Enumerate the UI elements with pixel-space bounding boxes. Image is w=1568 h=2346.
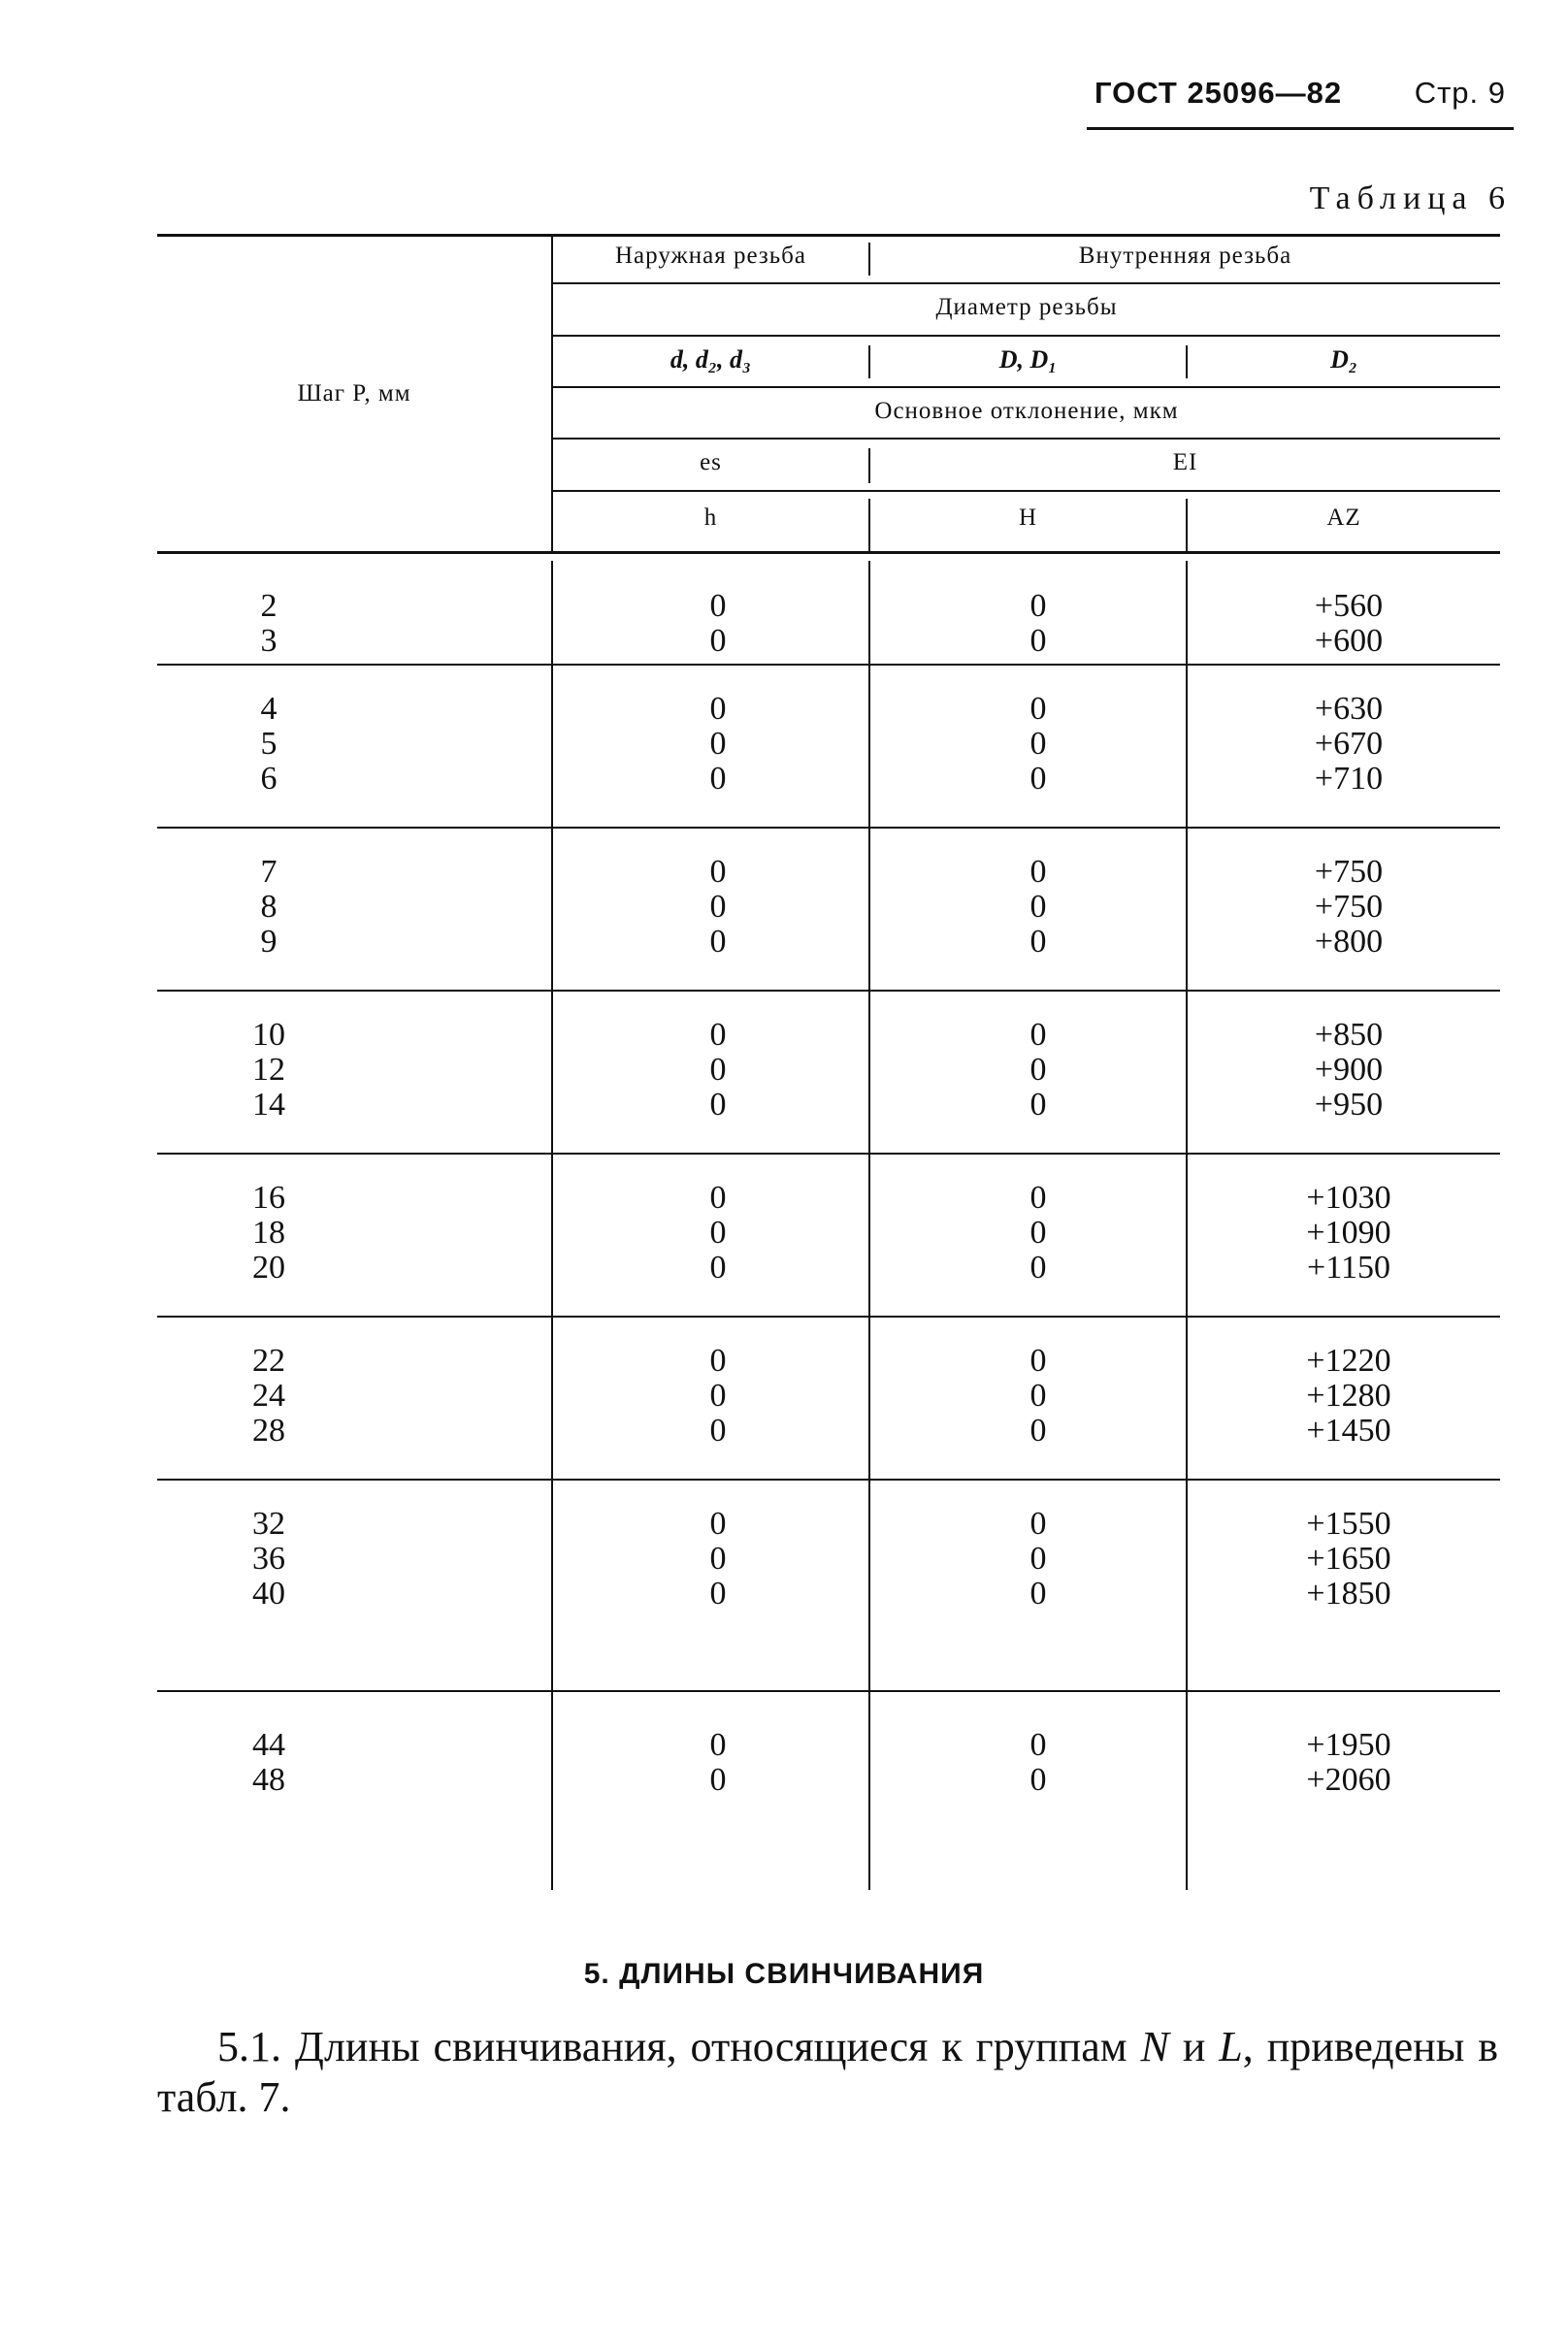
AZ-cells: [1242, 1018, 1455, 1123]
paragraph-text: , приведены в табл. 7.: [157, 2023, 1498, 2121]
h-value: 0: [709, 924, 727, 960]
AZ-value: +750: [1314, 854, 1384, 890]
H-cells: [931, 1181, 1145, 1286]
H-value: 0: [1029, 623, 1047, 659]
h-cells: [611, 855, 825, 960]
pitch-value: 6: [260, 761, 278, 797]
AZ-cells: [1242, 1507, 1455, 1612]
H-cells: [931, 1344, 1145, 1449]
pitch-value: 18: [252, 1215, 285, 1251]
pitch-diameter-symbol: D₂: [1330, 345, 1357, 374]
h-value: 0: [709, 854, 727, 890]
pitch-value: 4: [260, 691, 278, 727]
pitch-cells: [157, 1728, 380, 1798]
H-value: 0: [1029, 1378, 1047, 1414]
AZ-value: +670: [1314, 726, 1384, 762]
h-value: 0: [709, 1378, 727, 1414]
pitch-cells: [157, 1344, 380, 1449]
AZ-cells: [1242, 692, 1455, 797]
h-value: 0: [709, 1413, 727, 1449]
pitch-value: 40: [252, 1576, 285, 1612]
pitch-cells: [157, 1507, 380, 1612]
H-value: 0: [1029, 1250, 1047, 1286]
header-bottom-rule: [157, 551, 1500, 554]
AZ-value: +1090: [1306, 1215, 1391, 1251]
H-value: 0: [1029, 1052, 1047, 1088]
h-cells: [611, 1181, 825, 1286]
h-value: 0: [709, 1762, 727, 1798]
AZ-value: +950: [1314, 1087, 1384, 1123]
h-cells: [611, 1728, 825, 1798]
AZ-value: +1650: [1306, 1541, 1391, 1577]
pitch-value: 20: [252, 1250, 285, 1286]
H-value: 0: [1029, 1727, 1047, 1763]
deviation-es: es: [700, 449, 722, 475]
H-value: 0: [1029, 1541, 1047, 1577]
AZ-value: +1030: [1306, 1180, 1391, 1216]
deviation-EI: EI: [1172, 449, 1198, 475]
page-number: Стр. 9: [1414, 76, 1506, 110]
pitch-value: 44: [252, 1727, 285, 1763]
group-separator: [157, 664, 1500, 666]
group-separator: [157, 990, 1500, 992]
h-value: 0: [709, 1052, 727, 1088]
AZ-value: +560: [1314, 588, 1384, 624]
thread-diameter-header: Диаметр резьбы: [935, 294, 1118, 320]
H-value: 0: [1029, 889, 1047, 925]
H-cells: [931, 589, 1145, 659]
H-value: 0: [1029, 1762, 1047, 1798]
H-value: 0: [1029, 1576, 1047, 1612]
h-value: 0: [709, 1343, 727, 1379]
pitch-value: 24: [252, 1378, 285, 1414]
pitch-cells: [157, 692, 380, 797]
group-L: L: [1219, 2023, 1243, 2070]
AZ-value: +1850: [1306, 1576, 1391, 1612]
AZ-value: +710: [1314, 761, 1384, 797]
H-cells: [931, 1728, 1145, 1798]
pitch-value: 22: [252, 1343, 285, 1379]
AZ-value: +850: [1314, 1017, 1384, 1053]
group-separator: [157, 1153, 1500, 1155]
AZ-value: +630: [1314, 691, 1384, 727]
H-value: 0: [1029, 761, 1047, 797]
h-value: 0: [709, 1215, 727, 1251]
H-value: 0: [1029, 1506, 1047, 1542]
paragraph-text: и: [1168, 2023, 1220, 2070]
AZ-value: +600: [1314, 623, 1384, 659]
H-value: 0: [1029, 1087, 1047, 1123]
rule: [553, 282, 1500, 284]
h-value: 0: [709, 889, 727, 925]
AZ-value: +1950: [1306, 1727, 1391, 1763]
H-cells: [931, 855, 1145, 960]
internal-diameter-symbols: D, D₁: [998, 345, 1058, 374]
pitch-cells: [157, 589, 380, 659]
H-cells: [931, 1018, 1145, 1123]
h-value: 0: [709, 691, 727, 727]
AZ-value: +900: [1314, 1052, 1384, 1088]
field-h: h: [703, 505, 718, 531]
AZ-cells: [1242, 589, 1455, 659]
group-separator: [157, 1690, 1500, 1692]
pitch-value: 7: [260, 854, 278, 890]
field-H: H: [1018, 505, 1038, 531]
rule: [553, 438, 1500, 440]
section-title: 5. ДЛИНЫ СВИНЧИВАНИЯ: [583, 1958, 985, 1990]
pitch-value: 36: [252, 1541, 285, 1577]
page-header: [1087, 76, 1514, 130]
pitch-value: 12: [252, 1052, 285, 1088]
h-cells: [611, 692, 825, 797]
h-value: 0: [709, 1506, 727, 1542]
H-value: 0: [1029, 1215, 1047, 1251]
H-value: 0: [1029, 1413, 1047, 1449]
pitch-value: 48: [252, 1762, 285, 1798]
h-value: 0: [709, 588, 727, 624]
table-top-rule: [157, 234, 1500, 237]
group-separator: [157, 827, 1500, 829]
h-value: 0: [709, 1180, 727, 1216]
section-paragraph: [157, 2022, 1498, 2123]
AZ-cells: [1242, 1344, 1455, 1449]
group-N: N: [1140, 2023, 1169, 2070]
pitch-cells: [157, 1181, 380, 1286]
internal-thread-header: Внутренняя резьба: [1078, 243, 1292, 269]
field-AZ: AZ: [1326, 505, 1361, 531]
h-value: 0: [709, 1727, 727, 1763]
AZ-value: +1550: [1306, 1506, 1391, 1542]
AZ-value: +1150: [1307, 1250, 1390, 1286]
pitch-value: 9: [260, 924, 278, 960]
AZ-value: +2060: [1306, 1762, 1391, 1798]
H-cells: [931, 692, 1145, 797]
h-value: 0: [709, 1017, 727, 1053]
H-value: 0: [1029, 1017, 1047, 1053]
group-separator: [157, 1316, 1500, 1318]
h-value: 0: [709, 623, 727, 659]
AZ-value: +1220: [1306, 1343, 1391, 1379]
AZ-cells: [1242, 855, 1455, 960]
pitch-value: 14: [252, 1087, 285, 1123]
h-cells: [611, 1507, 825, 1612]
table-title: Таблица 6: [1309, 180, 1512, 216]
pitch-value: 10: [252, 1017, 285, 1053]
header-rule: [1087, 127, 1514, 130]
AZ-cells: [1242, 1728, 1455, 1798]
h-cells: [611, 1344, 825, 1449]
rule: [553, 490, 1500, 492]
pitch-cells: [157, 855, 380, 960]
H-value: 0: [1029, 1343, 1047, 1379]
external-thread-header: Наружная резьба: [615, 243, 806, 269]
pitch-column-header: Шаг P, мм: [297, 380, 411, 407]
pitch-value: 2: [260, 588, 278, 624]
pitch-cells: [157, 1018, 380, 1123]
H-cells: [931, 1507, 1145, 1612]
pitch-value: 32: [252, 1506, 285, 1542]
rule: [553, 335, 1500, 337]
basic-deviation-header: Основное отклонение, мкм: [874, 398, 1179, 424]
H-value: 0: [1029, 1180, 1047, 1216]
external-diameter-symbols: d, d₂, d₃: [670, 345, 752, 374]
h-value: 0: [709, 1576, 727, 1612]
pitch-value: 5: [260, 726, 278, 762]
pitch-value: 3: [260, 623, 278, 659]
h-cells: [611, 589, 825, 659]
standard-number: ГОСТ 25096—82: [1094, 76, 1343, 110]
h-value: 0: [709, 761, 727, 797]
pitch-value: 16: [252, 1180, 285, 1216]
H-value: 0: [1029, 726, 1047, 762]
AZ-value: +1450: [1306, 1413, 1391, 1449]
h-value: 0: [709, 1250, 727, 1286]
H-value: 0: [1029, 691, 1047, 727]
group-separator: [157, 1479, 1500, 1481]
AZ-cells: [1242, 1181, 1455, 1286]
AZ-value: +1280: [1306, 1378, 1391, 1414]
AZ-value: +800: [1314, 924, 1384, 960]
h-value: 0: [709, 726, 727, 762]
h-cells: [611, 1018, 825, 1123]
pitch-value: 28: [252, 1413, 285, 1449]
AZ-value: +750: [1314, 889, 1384, 925]
H-value: 0: [1029, 924, 1047, 960]
h-value: 0: [709, 1541, 727, 1577]
paragraph-text: 5.1. Длины свинчивания, относящиеся к группам: [217, 2023, 1141, 2070]
pitch-value: 8: [260, 889, 278, 925]
h-value: 0: [709, 1087, 727, 1123]
rule: [553, 386, 1500, 388]
H-value: 0: [1029, 854, 1047, 890]
H-value: 0: [1029, 588, 1047, 624]
